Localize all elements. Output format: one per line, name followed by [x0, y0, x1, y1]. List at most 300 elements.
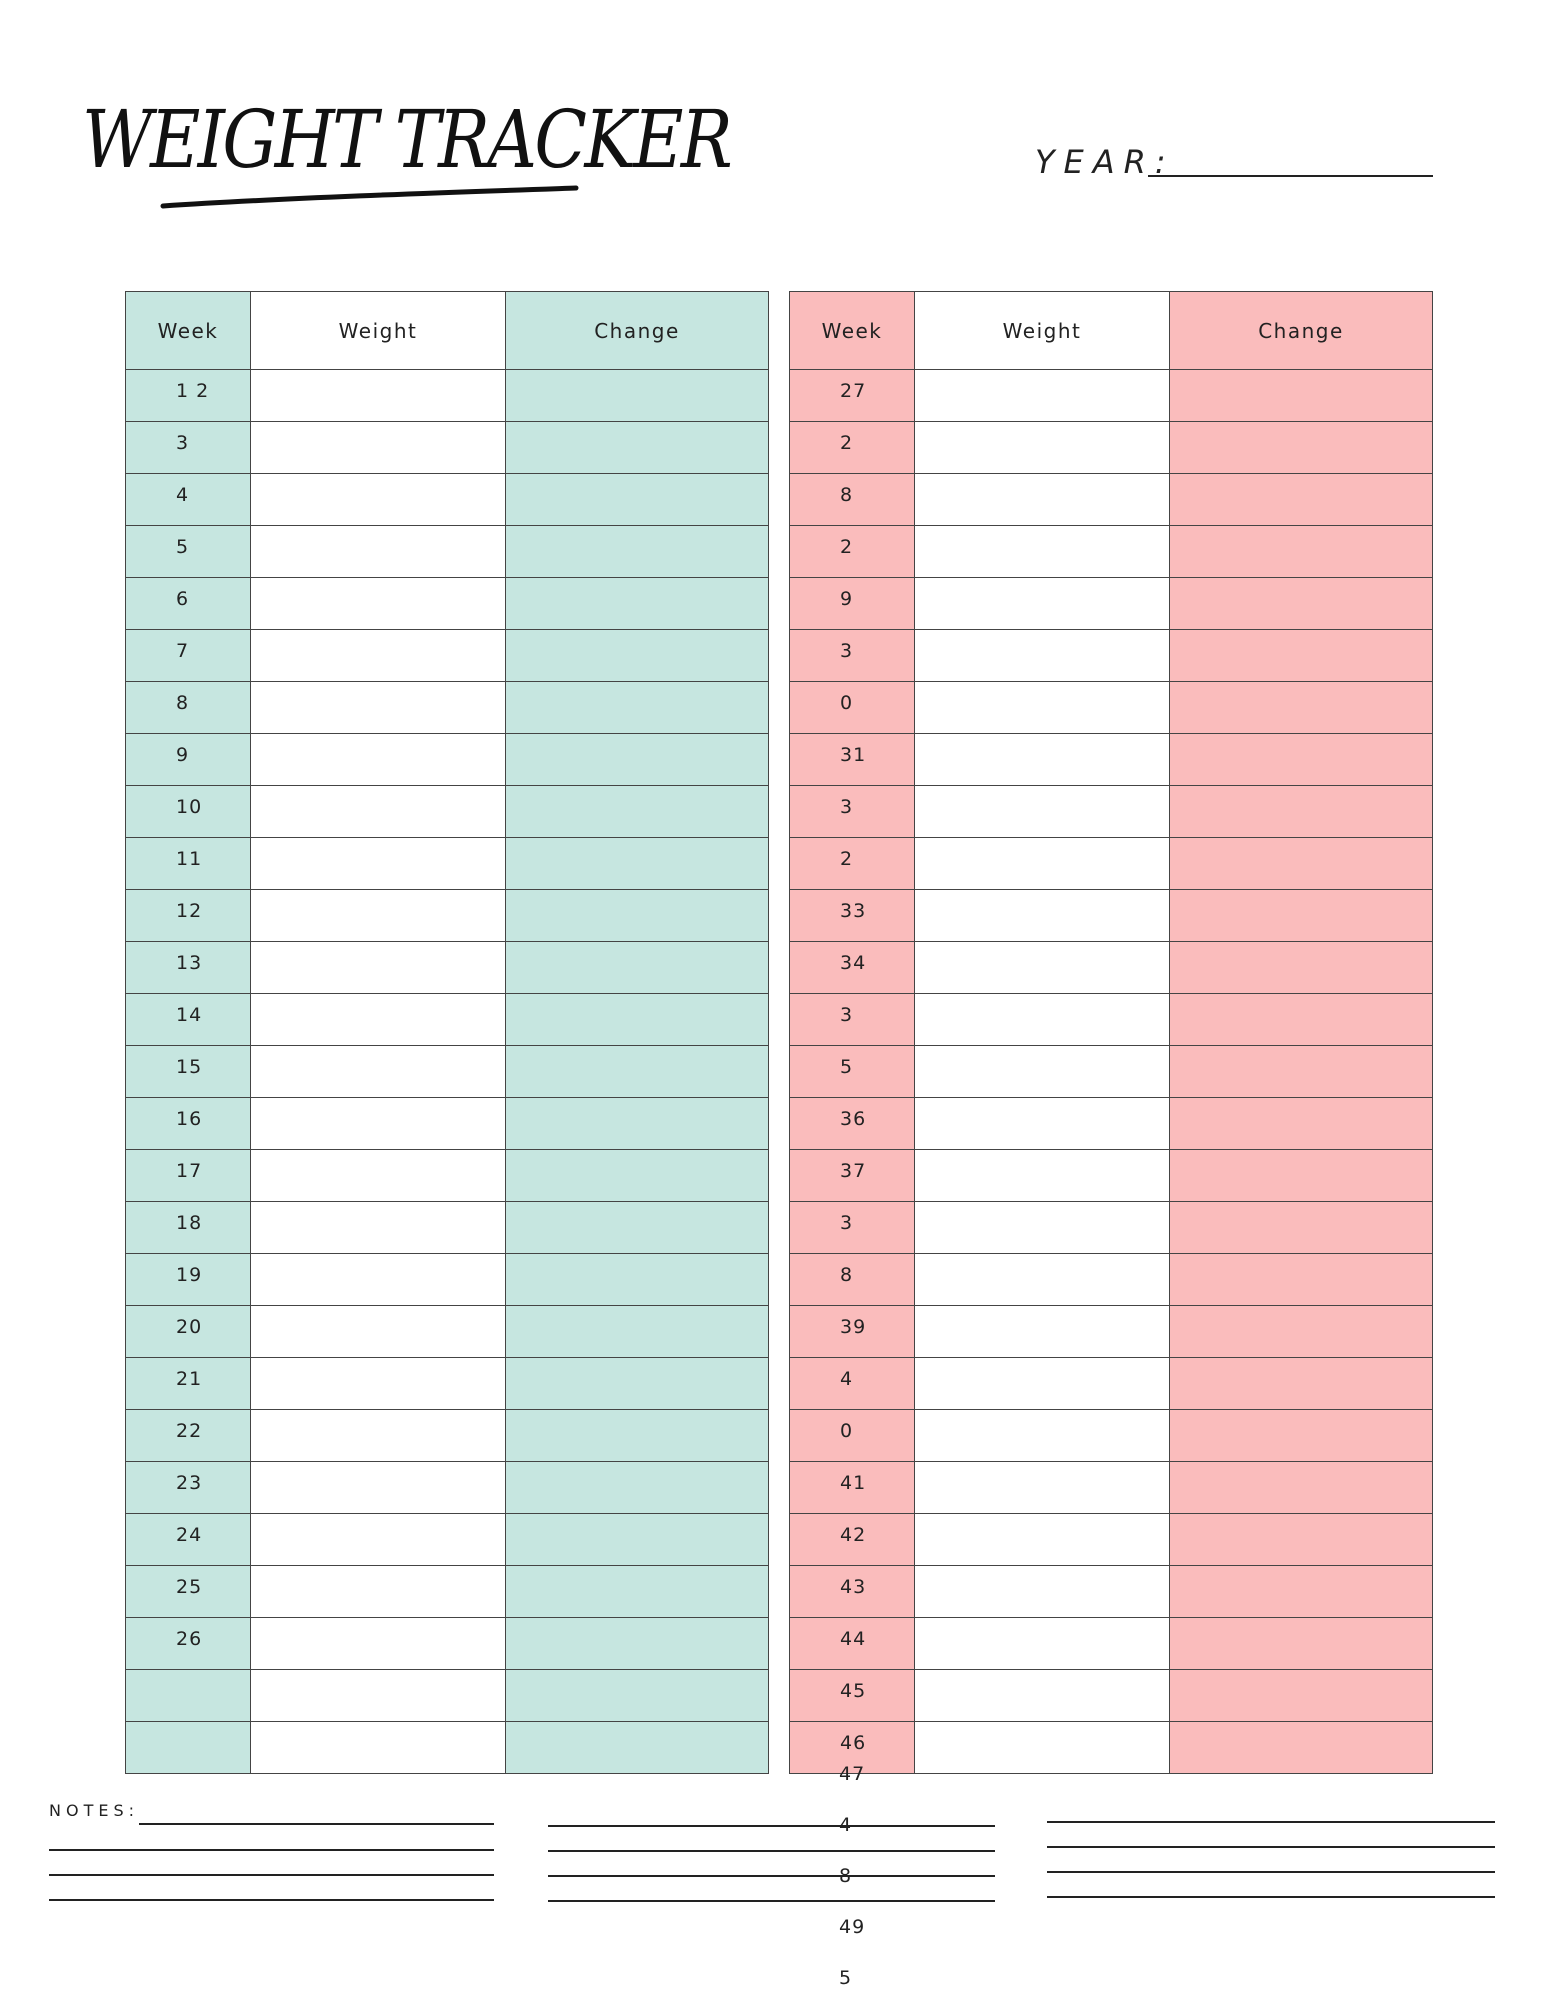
- table-row: [790, 1462, 1433, 1514]
- table-row: [790, 474, 1433, 526]
- table-row: [790, 1358, 1433, 1410]
- weight-cell[interactable]: [915, 786, 1170, 838]
- weight-cell[interactable]: [915, 526, 1170, 578]
- change-cell[interactable]: [1170, 1202, 1433, 1254]
- week-number: 0: [840, 1420, 854, 1442]
- week-number: 9: [840, 588, 854, 610]
- note-line[interactable]: [49, 1874, 494, 1876]
- note-line[interactable]: [49, 1899, 494, 1901]
- weight-table-right: [789, 291, 1433, 1774]
- table-row: [126, 942, 769, 994]
- change-cell[interactable]: [1170, 1514, 1433, 1566]
- week-number: 12: [176, 900, 203, 922]
- week-number: 5: [839, 1967, 853, 1989]
- weight-cell[interactable]: [915, 1254, 1170, 1306]
- table-header-row: [790, 292, 1433, 370]
- table-row: [126, 1618, 769, 1670]
- week-number: 3: [840, 1212, 854, 1234]
- weight-cell[interactable]: [251, 994, 506, 1046]
- change-cell[interactable]: [506, 890, 769, 942]
- weight-cell[interactable]: [915, 1202, 1170, 1254]
- table-row: [790, 370, 1433, 422]
- week-number: 39: [840, 1316, 867, 1338]
- note-line[interactable]: [548, 1850, 995, 1852]
- week-number: 6: [176, 588, 190, 610]
- week-cell: [790, 578, 915, 630]
- week-cell: [790, 422, 915, 474]
- change-cell[interactable]: [506, 1306, 769, 1358]
- table-row: [126, 1202, 769, 1254]
- week-number: 19: [176, 1264, 203, 1286]
- table-row: [790, 422, 1433, 474]
- week-cell: [126, 942, 251, 994]
- change-cell[interactable]: [1170, 1618, 1433, 1670]
- notes-label: NOTES:: [49, 1801, 139, 1820]
- weight-cell[interactable]: [915, 1150, 1170, 1202]
- table-row: [790, 942, 1433, 994]
- week-number: 2: [840, 432, 854, 454]
- column-header-change: Change: [506, 292, 769, 370]
- weight-cell[interactable]: [251, 578, 506, 630]
- weight-cell[interactable]: [915, 1358, 1170, 1410]
- week-cell: [126, 1462, 251, 1514]
- week-cell: [126, 1410, 251, 1462]
- change-cell[interactable]: [506, 1722, 769, 1774]
- week-number: 16: [176, 1108, 203, 1130]
- week-number: 8: [840, 1264, 854, 1286]
- change-cell[interactable]: [506, 1046, 769, 1098]
- table-row: [126, 578, 769, 630]
- week-number: 8: [840, 484, 854, 506]
- change-cell[interactable]: [506, 422, 769, 474]
- weight-cell[interactable]: [915, 1098, 1170, 1150]
- week-cell: [126, 1358, 251, 1410]
- week-cell: [790, 1306, 915, 1358]
- week-number: 23: [176, 1472, 203, 1494]
- week-cell: [790, 1358, 915, 1410]
- table-row: [126, 838, 769, 890]
- week-cell: [126, 838, 251, 890]
- week-cell: [790, 734, 915, 786]
- week-number: 5: [176, 536, 190, 558]
- change-cell[interactable]: [506, 1358, 769, 1410]
- change-cell[interactable]: [1170, 734, 1433, 786]
- week-cell: [126, 1722, 251, 1774]
- weight-cell[interactable]: [251, 1098, 506, 1150]
- weight-cell[interactable]: [915, 474, 1170, 526]
- weight-cell[interactable]: [251, 786, 506, 838]
- week-number: 0: [840, 692, 854, 714]
- weight-cell[interactable]: [251, 630, 506, 682]
- week-number: 5: [840, 1056, 854, 1078]
- table-row: [126, 890, 769, 942]
- week-cell: [790, 526, 915, 578]
- week-number: 3: [840, 796, 854, 818]
- week-cell: [790, 630, 915, 682]
- week-cell: [126, 1098, 251, 1150]
- weight-cell[interactable]: [915, 1306, 1170, 1358]
- week-number: 8: [839, 1865, 853, 1887]
- week-number: 2: [840, 848, 854, 870]
- table-row: [126, 422, 769, 474]
- week-number: 43: [840, 1576, 867, 1598]
- week-cell: [790, 1046, 915, 1098]
- year-input-line[interactable]: [1148, 175, 1433, 177]
- weight-cell[interactable]: [915, 422, 1170, 474]
- week-number: 17: [176, 1160, 203, 1182]
- table-row: [126, 1670, 769, 1722]
- weight-cell[interactable]: [251, 1254, 506, 1306]
- table-row: [790, 1566, 1433, 1618]
- week-cell: [126, 1618, 251, 1670]
- week-cell: [126, 1566, 251, 1618]
- table-row: [790, 682, 1433, 734]
- change-cell[interactable]: [506, 1202, 769, 1254]
- table-row: [790, 526, 1433, 578]
- weight-cell[interactable]: [915, 994, 1170, 1046]
- change-cell[interactable]: [506, 734, 769, 786]
- weight-cell[interactable]: [915, 838, 1170, 890]
- change-cell[interactable]: [1170, 838, 1433, 890]
- table-row: [126, 994, 769, 1046]
- note-line[interactable]: [1047, 1846, 1495, 1848]
- week-number: 14: [176, 1004, 203, 1026]
- weight-cell[interactable]: [251, 734, 506, 786]
- change-cell[interactable]: [506, 1410, 769, 1462]
- weight-cell[interactable]: [251, 526, 506, 578]
- table-row: [126, 1254, 769, 1306]
- table-body: [790, 370, 1433, 1774]
- week-number: 18: [176, 1212, 203, 1234]
- change-cell[interactable]: [1170, 1306, 1433, 1358]
- note-line[interactable]: [548, 1875, 995, 1877]
- note-line[interactable]: [548, 1825, 995, 1827]
- week-cell: [790, 1150, 915, 1202]
- weight-cell[interactable]: [251, 942, 506, 994]
- weight-cell[interactable]: [251, 1514, 506, 1566]
- table-row: [126, 1410, 769, 1462]
- week-cell: [790, 890, 915, 942]
- weight-cell[interactable]: [251, 370, 506, 422]
- title-underline: [160, 182, 580, 212]
- table-row: [790, 734, 1433, 786]
- table-row: [790, 630, 1433, 682]
- change-cell[interactable]: [1170, 1150, 1433, 1202]
- week-cell: [790, 1514, 915, 1566]
- weight-cell[interactable]: [251, 1202, 506, 1254]
- table-row: [790, 994, 1433, 1046]
- week-cell: [790, 786, 915, 838]
- week-cell: [790, 1098, 915, 1150]
- week-cell: [126, 1150, 251, 1202]
- week-cell: [126, 630, 251, 682]
- week-number: 3: [176, 432, 190, 454]
- table-row: [790, 578, 1433, 630]
- table-row: [790, 838, 1433, 890]
- weight-cell[interactable]: [915, 578, 1170, 630]
- week-cell: [126, 1670, 251, 1722]
- week-cell: [790, 1670, 915, 1722]
- table-row: [790, 1098, 1433, 1150]
- change-cell[interactable]: [506, 474, 769, 526]
- week-number: 15: [176, 1056, 203, 1078]
- change-cell[interactable]: [506, 578, 769, 630]
- table-row: [126, 1046, 769, 1098]
- note-line[interactable]: [1047, 1821, 1495, 1823]
- weight-cell[interactable]: [915, 370, 1170, 422]
- week-number: 20: [176, 1316, 203, 1338]
- week-cell: [790, 1566, 915, 1618]
- page-title: WEIGHT TRACKER: [82, 93, 731, 186]
- weight-table-left: [125, 291, 769, 1774]
- week-cell: [790, 942, 915, 994]
- weight-cell[interactable]: [251, 890, 506, 942]
- change-cell[interactable]: [1170, 370, 1433, 422]
- weight-cell[interactable]: [915, 890, 1170, 942]
- weight-cell[interactable]: [251, 682, 506, 734]
- weight-cell[interactable]: [251, 422, 506, 474]
- week-number: 3: [840, 640, 854, 662]
- table-row: [126, 370, 769, 422]
- week-number: 41: [840, 1472, 867, 1494]
- weight-cell[interactable]: [915, 1046, 1170, 1098]
- week-cell: [126, 474, 251, 526]
- table-row: [126, 1722, 769, 1774]
- week-number: 22: [176, 1420, 203, 1442]
- week-cell: [126, 1046, 251, 1098]
- week-number: 7: [176, 640, 190, 662]
- week-number: 45: [840, 1680, 867, 1702]
- column-header-weight: Weight: [251, 292, 506, 370]
- weight-cell[interactable]: [915, 682, 1170, 734]
- note-line[interactable]: [548, 1900, 995, 1902]
- week-cell: [126, 734, 251, 786]
- week-number: 21: [176, 1368, 203, 1390]
- weight-cell[interactable]: [251, 1670, 506, 1722]
- change-cell[interactable]: [506, 1462, 769, 1514]
- week-cell: [790, 838, 915, 890]
- weight-cell[interactable]: [251, 1618, 506, 1670]
- change-cell[interactable]: [506, 838, 769, 890]
- weight-cell[interactable]: [251, 1462, 506, 1514]
- table-row: [126, 526, 769, 578]
- table-row: [790, 1150, 1433, 1202]
- table-row: [790, 1670, 1433, 1722]
- change-cell[interactable]: [1170, 630, 1433, 682]
- note-line[interactable]: [1047, 1871, 1495, 1873]
- week-cell: [126, 370, 251, 422]
- year-label: YEAR:: [1035, 143, 1175, 181]
- change-cell[interactable]: [1170, 1254, 1433, 1306]
- change-cell[interactable]: [506, 1098, 769, 1150]
- change-cell[interactable]: [1170, 682, 1433, 734]
- column-header-week: Week: [126, 292, 251, 370]
- change-cell[interactable]: [1170, 890, 1433, 942]
- week-number: 25: [176, 1576, 203, 1598]
- change-cell[interactable]: [1170, 1046, 1433, 1098]
- change-cell[interactable]: [506, 1254, 769, 1306]
- column-header-change: Change: [1170, 292, 1433, 370]
- week-cell: [126, 1306, 251, 1358]
- weight-cell[interactable]: [251, 1150, 506, 1202]
- change-cell[interactable]: [1170, 1358, 1433, 1410]
- note-line[interactable]: [49, 1849, 494, 1851]
- week-number: 31: [840, 744, 867, 766]
- week-cell: [126, 1254, 251, 1306]
- weight-cell[interactable]: [915, 942, 1170, 994]
- change-cell[interactable]: [1170, 1722, 1433, 1774]
- week-cell: [126, 682, 251, 734]
- week-number: 4: [839, 1814, 853, 1836]
- week-number: 1 2: [176, 380, 210, 402]
- week-number: 4: [840, 1368, 854, 1390]
- change-cell[interactable]: [1170, 526, 1433, 578]
- table-row: [126, 786, 769, 838]
- weight-cell[interactable]: [915, 1618, 1170, 1670]
- week-number: 36: [840, 1108, 867, 1130]
- week-cell: [126, 1202, 251, 1254]
- week-number: 26: [176, 1628, 203, 1650]
- change-cell[interactable]: [506, 1150, 769, 1202]
- change-cell[interactable]: [506, 1514, 769, 1566]
- week-cell: [126, 786, 251, 838]
- week-cell: [126, 1514, 251, 1566]
- week-cell: [126, 578, 251, 630]
- change-cell[interactable]: [506, 942, 769, 994]
- week-number: 4: [176, 484, 190, 506]
- weight-cell[interactable]: [915, 1462, 1170, 1514]
- change-cell[interactable]: [506, 1566, 769, 1618]
- weight-cell[interactable]: [915, 1410, 1170, 1462]
- change-cell[interactable]: [506, 1670, 769, 1722]
- table-row: [790, 1514, 1433, 1566]
- change-cell[interactable]: [1170, 1462, 1433, 1514]
- table-row: [790, 890, 1433, 942]
- weight-cell[interactable]: [251, 1046, 506, 1098]
- week-number: 49: [839, 1916, 866, 1938]
- week-cell: [790, 1254, 915, 1306]
- week-cell: [790, 682, 915, 734]
- weight-cell[interactable]: [251, 1722, 506, 1774]
- week-cell: [790, 994, 915, 1046]
- week-number: 8: [176, 692, 190, 714]
- table-row: [126, 1514, 769, 1566]
- week-number: 47: [839, 1763, 866, 1785]
- weight-cell[interactable]: [915, 630, 1170, 682]
- week-number: 27: [840, 380, 867, 402]
- change-cell[interactable]: [1170, 474, 1433, 526]
- change-cell[interactable]: [1170, 994, 1433, 1046]
- week-cell: [790, 1202, 915, 1254]
- table-row: [790, 1202, 1433, 1254]
- weight-cell[interactable]: [915, 1566, 1170, 1618]
- table-row: [790, 786, 1433, 838]
- table-row: [126, 630, 769, 682]
- week-number: 42: [840, 1524, 867, 1546]
- weight-cell[interactable]: [915, 1514, 1170, 1566]
- weight-cell[interactable]: [915, 734, 1170, 786]
- weight-cell[interactable]: [915, 1722, 1170, 1774]
- table-row: [126, 682, 769, 734]
- week-number: 37: [840, 1160, 867, 1182]
- table-row: [126, 1566, 769, 1618]
- change-cell[interactable]: [506, 994, 769, 1046]
- week-number: 13: [176, 952, 203, 974]
- week-cell: [790, 474, 915, 526]
- weight-cell[interactable]: [251, 1566, 506, 1618]
- note-line[interactable]: [1047, 1896, 1495, 1898]
- table-row: [790, 1046, 1433, 1098]
- week-cell: [790, 1462, 915, 1514]
- change-cell[interactable]: [506, 1618, 769, 1670]
- table-row: [790, 1618, 1433, 1670]
- weight-cell[interactable]: [251, 1358, 506, 1410]
- change-cell[interactable]: [1170, 1566, 1433, 1618]
- table-row: [126, 1150, 769, 1202]
- week-number: 10: [176, 796, 203, 818]
- column-header-week: Week: [790, 292, 915, 370]
- week-number: 33: [840, 900, 867, 922]
- week-number: 9: [176, 744, 190, 766]
- week-number: 44: [840, 1628, 867, 1650]
- change-cell[interactable]: [506, 526, 769, 578]
- table-row: [126, 1358, 769, 1410]
- week-number: 34: [840, 952, 867, 974]
- table-row: [790, 1254, 1433, 1306]
- week-number: 24: [176, 1524, 203, 1546]
- weight-cell[interactable]: [251, 1306, 506, 1358]
- column-header-weight: Weight: [915, 292, 1170, 370]
- change-cell[interactable]: [506, 786, 769, 838]
- week-cell: [126, 422, 251, 474]
- table-row: [790, 1410, 1433, 1462]
- weight-cell[interactable]: [251, 1410, 506, 1462]
- table-row: [126, 1462, 769, 1514]
- table-row: [126, 474, 769, 526]
- weight-cell[interactable]: [251, 474, 506, 526]
- table-row: [126, 734, 769, 786]
- change-cell[interactable]: [1170, 786, 1433, 838]
- week-number: 2: [840, 536, 854, 558]
- week-number: 46: [840, 1732, 867, 1754]
- week-number: 11: [176, 848, 203, 870]
- change-cell[interactable]: [1170, 1670, 1433, 1722]
- table-header-row: [126, 292, 769, 370]
- table-row: [126, 1306, 769, 1358]
- table-row: [790, 1306, 1433, 1358]
- week-cell: [126, 526, 251, 578]
- table-body: [126, 370, 769, 1774]
- change-cell[interactable]: [1170, 1098, 1433, 1150]
- change-cell[interactable]: [1170, 1410, 1433, 1462]
- week-cell: [790, 1410, 915, 1462]
- table-row: [126, 1098, 769, 1150]
- week-number: 3: [840, 1004, 854, 1026]
- weight-cell[interactable]: [915, 1670, 1170, 1722]
- change-cell[interactable]: [506, 630, 769, 682]
- week-cell: [126, 994, 251, 1046]
- change-cell[interactable]: [1170, 578, 1433, 630]
- weight-cell[interactable]: [251, 838, 506, 890]
- week-cell: [126, 890, 251, 942]
- week-cell: [790, 370, 915, 422]
- change-cell[interactable]: [1170, 942, 1433, 994]
- week-cell: [790, 1618, 915, 1670]
- change-cell[interactable]: [506, 682, 769, 734]
- change-cell[interactable]: [1170, 422, 1433, 474]
- change-cell[interactable]: [506, 370, 769, 422]
- note-line[interactable]: [139, 1823, 494, 1825]
